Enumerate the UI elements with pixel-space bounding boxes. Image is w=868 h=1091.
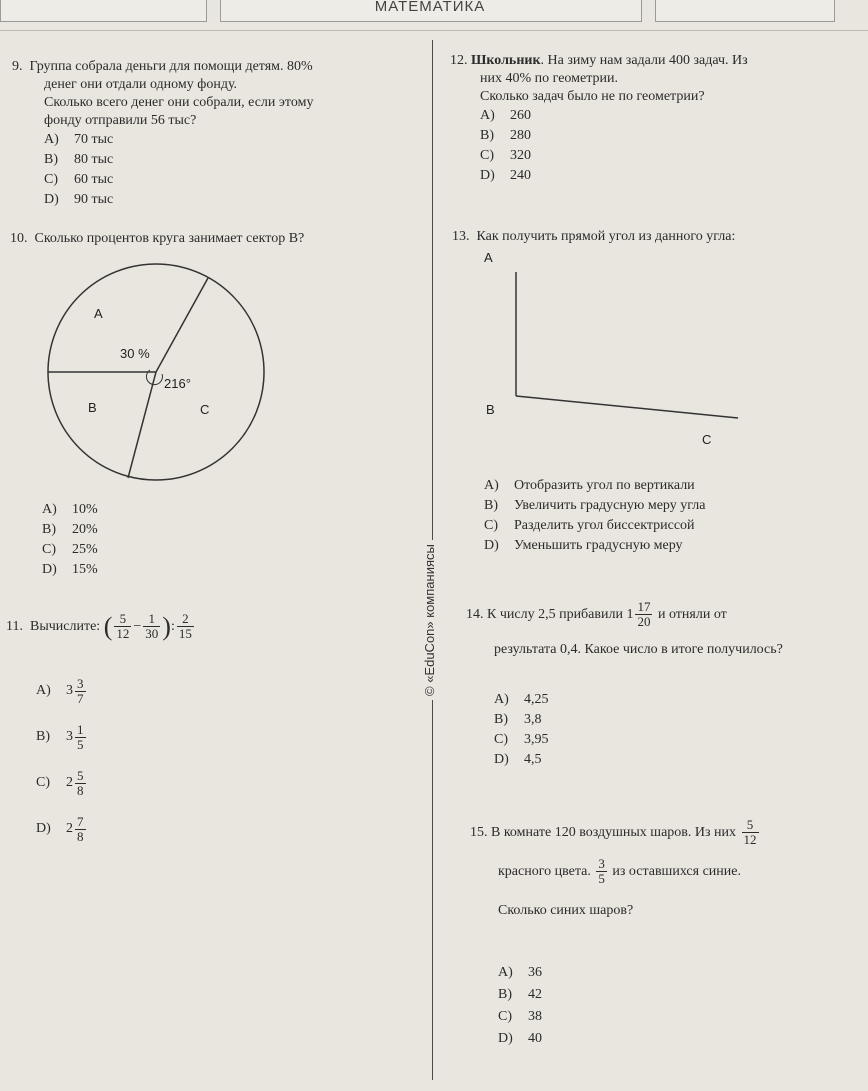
q15-options — [498, 962, 698, 1050]
q14-part1: К числу 2,5 прибавили — [487, 606, 623, 622]
question-10 — [10, 230, 420, 248]
q12-line1: . На зиму нам задали 400 задач. Из — [540, 53, 748, 68]
q9-options — [12, 130, 422, 210]
q11-fraction-3: $\frac{2}{15}$ — [178, 611, 192, 641]
q11-number: 11. — [6, 618, 23, 634]
q12-number: 12. — [450, 53, 468, 68]
q11-option-c[interactable]: C) 2 $\frac{5}{8}$ — [36, 767, 84, 798]
q15-part2: красного цвета. — [498, 863, 591, 879]
q10-angle-c: 216° — [164, 376, 191, 391]
q15-part3: из оставшихся синие. — [612, 863, 741, 879]
q12-option-c[interactable]: C) 320 — [480, 148, 531, 163]
q12-bold: Школьник — [471, 53, 541, 68]
q11-options — [36, 668, 236, 852]
q9-line4: фонду отправили 56 тыс? — [44, 113, 197, 128]
q14-option-a[interactable]: A) 4,25 — [494, 692, 549, 707]
q10-number: 10. — [10, 231, 28, 246]
q9-option-a[interactable]: A) 70 тыс — [44, 132, 114, 147]
q14-option-b[interactable]: B) 3,8 — [494, 712, 542, 727]
header-box-left — [0, 0, 207, 22]
question-15 — [470, 818, 866, 920]
q9-line1: Группа собрала деньги для помощи детям. 80% — [29, 59, 313, 74]
q13-number: 13. — [452, 229, 470, 244]
question-9 — [12, 58, 422, 210]
q15-option-d[interactable]: D) 40 — [498, 1031, 542, 1046]
q10-label-a: A — [94, 306, 103, 321]
q10-label-b: B — [88, 400, 97, 415]
q13-label-b: B — [486, 402, 495, 417]
q13-option-a[interactable]: A) Отобразить угол по вертикали — [484, 478, 695, 493]
q9-option-d[interactable]: D) 90 тыс — [44, 192, 114, 207]
q11-paren-close: ) — [162, 611, 171, 641]
question-13 — [452, 228, 862, 246]
question-11 — [6, 612, 416, 641]
q10-circle-diagram — [30, 260, 280, 490]
q13-label-c: C — [702, 432, 712, 447]
q14-part2: и отняли от — [657, 606, 727, 622]
q13-option-c[interactable]: C) Разделить угол биссектриссой — [484, 518, 695, 533]
question-14 — [466, 600, 866, 659]
q13-option-d[interactable]: D) Уменьшить градусную меру — [484, 538, 683, 553]
q15-line3: Сколько синих шаров? — [498, 903, 634, 918]
q11-paren-open: ( — [103, 611, 113, 641]
q14-option-c[interactable]: C) 3,95 — [494, 732, 549, 747]
q14-number: 14. — [466, 606, 484, 622]
q13-text: Как получить прямой угол из данного угла: — [476, 229, 736, 244]
q13-label-a: A — [484, 250, 493, 265]
q13-option-b[interactable]: B) Увеличить градусную меру угла — [484, 498, 706, 513]
q15-fraction-2: $\frac{3}{5}$ — [598, 856, 605, 886]
q15-fraction-1: $\frac{5}{12}$ — [743, 817, 757, 847]
q15-option-b[interactable]: B) 42 — [498, 987, 542, 1002]
subject-title: МАТЕМАТИКА — [374, 0, 486, 15]
q10-radius-top — [156, 278, 208, 372]
q14-line2: результата 0,4. Какое число в итоге получилось? — [494, 642, 783, 657]
q9-line3: Сколько всего денег они собрали, если этому — [44, 95, 314, 110]
q15-option-c[interactable]: C) 38 — [498, 1009, 542, 1024]
q11-option-b[interactable]: B) 3 $\frac{1}{5}$ — [36, 721, 84, 752]
q13-ray-bc — [516, 396, 738, 418]
q12-option-b[interactable]: B) 280 — [480, 128, 531, 143]
q13-options — [484, 476, 864, 556]
q11-option-a[interactable]: A) 3 $\frac{3}{7}$ — [36, 675, 84, 706]
q10-percent-a: 30 % — [120, 346, 150, 361]
q12-options — [450, 106, 860, 186]
q15-number: 15. — [470, 824, 488, 840]
q11-divide: : — [170, 618, 175, 634]
q10-text: Сколько процентов круга занимает сектор B? — [34, 231, 305, 246]
q10-option-b[interactable]: B) 20% — [42, 522, 98, 537]
question-12 — [450, 52, 860, 186]
q12-line2: них 40% по геометрии. — [480, 71, 618, 86]
q9-option-b[interactable]: B) 80 тыс — [44, 152, 114, 167]
q14-options — [494, 690, 694, 770]
q12-option-d[interactable]: D) 240 — [480, 168, 531, 183]
q9-option-c[interactable]: C) 60 тыс — [44, 172, 114, 187]
header-box-right — [655, 0, 835, 22]
q15-option-a[interactable]: A) 36 — [498, 965, 542, 980]
q14-option-d[interactable]: D) 4,5 — [494, 752, 542, 767]
q10-label-c: C — [200, 402, 210, 417]
header-divider — [0, 30, 868, 31]
q10-option-a[interactable]: A) 10% — [42, 502, 98, 517]
q10-radius-bottom — [128, 372, 156, 478]
q11-option-d[interactable]: D) 2 $\frac{7}{8}$ — [36, 813, 84, 844]
q13-angle-diagram — [470, 246, 750, 456]
q14-mixed-number: 1 $\frac{17}{20}$ — [626, 599, 651, 629]
q9-number: 9. — [12, 59, 23, 74]
copyright-note: © «EduCon» компаниясы — [422, 540, 437, 700]
q9-line2: денег они отдали одному фонду. — [44, 77, 238, 92]
q15-part1: В комнате 120 воздушных шаров. Из них — [491, 824, 737, 840]
q11-fraction-2: $\frac{1}{30}$ — [145, 611, 159, 641]
q11-minus: − — [133, 618, 142, 634]
q12-line3: Сколько задач было не по геометрии? — [480, 89, 705, 104]
q12-option-a[interactable]: A) 260 — [480, 108, 531, 123]
q11-text: Вычислите: — [29, 618, 101, 634]
q10-options — [42, 500, 242, 580]
q10-option-c[interactable]: C) 25% — [42, 542, 98, 557]
q10-option-d[interactable]: D) 15% — [42, 562, 98, 577]
q11-fraction-1: $\frac{5}{12}$ — [116, 611, 130, 641]
